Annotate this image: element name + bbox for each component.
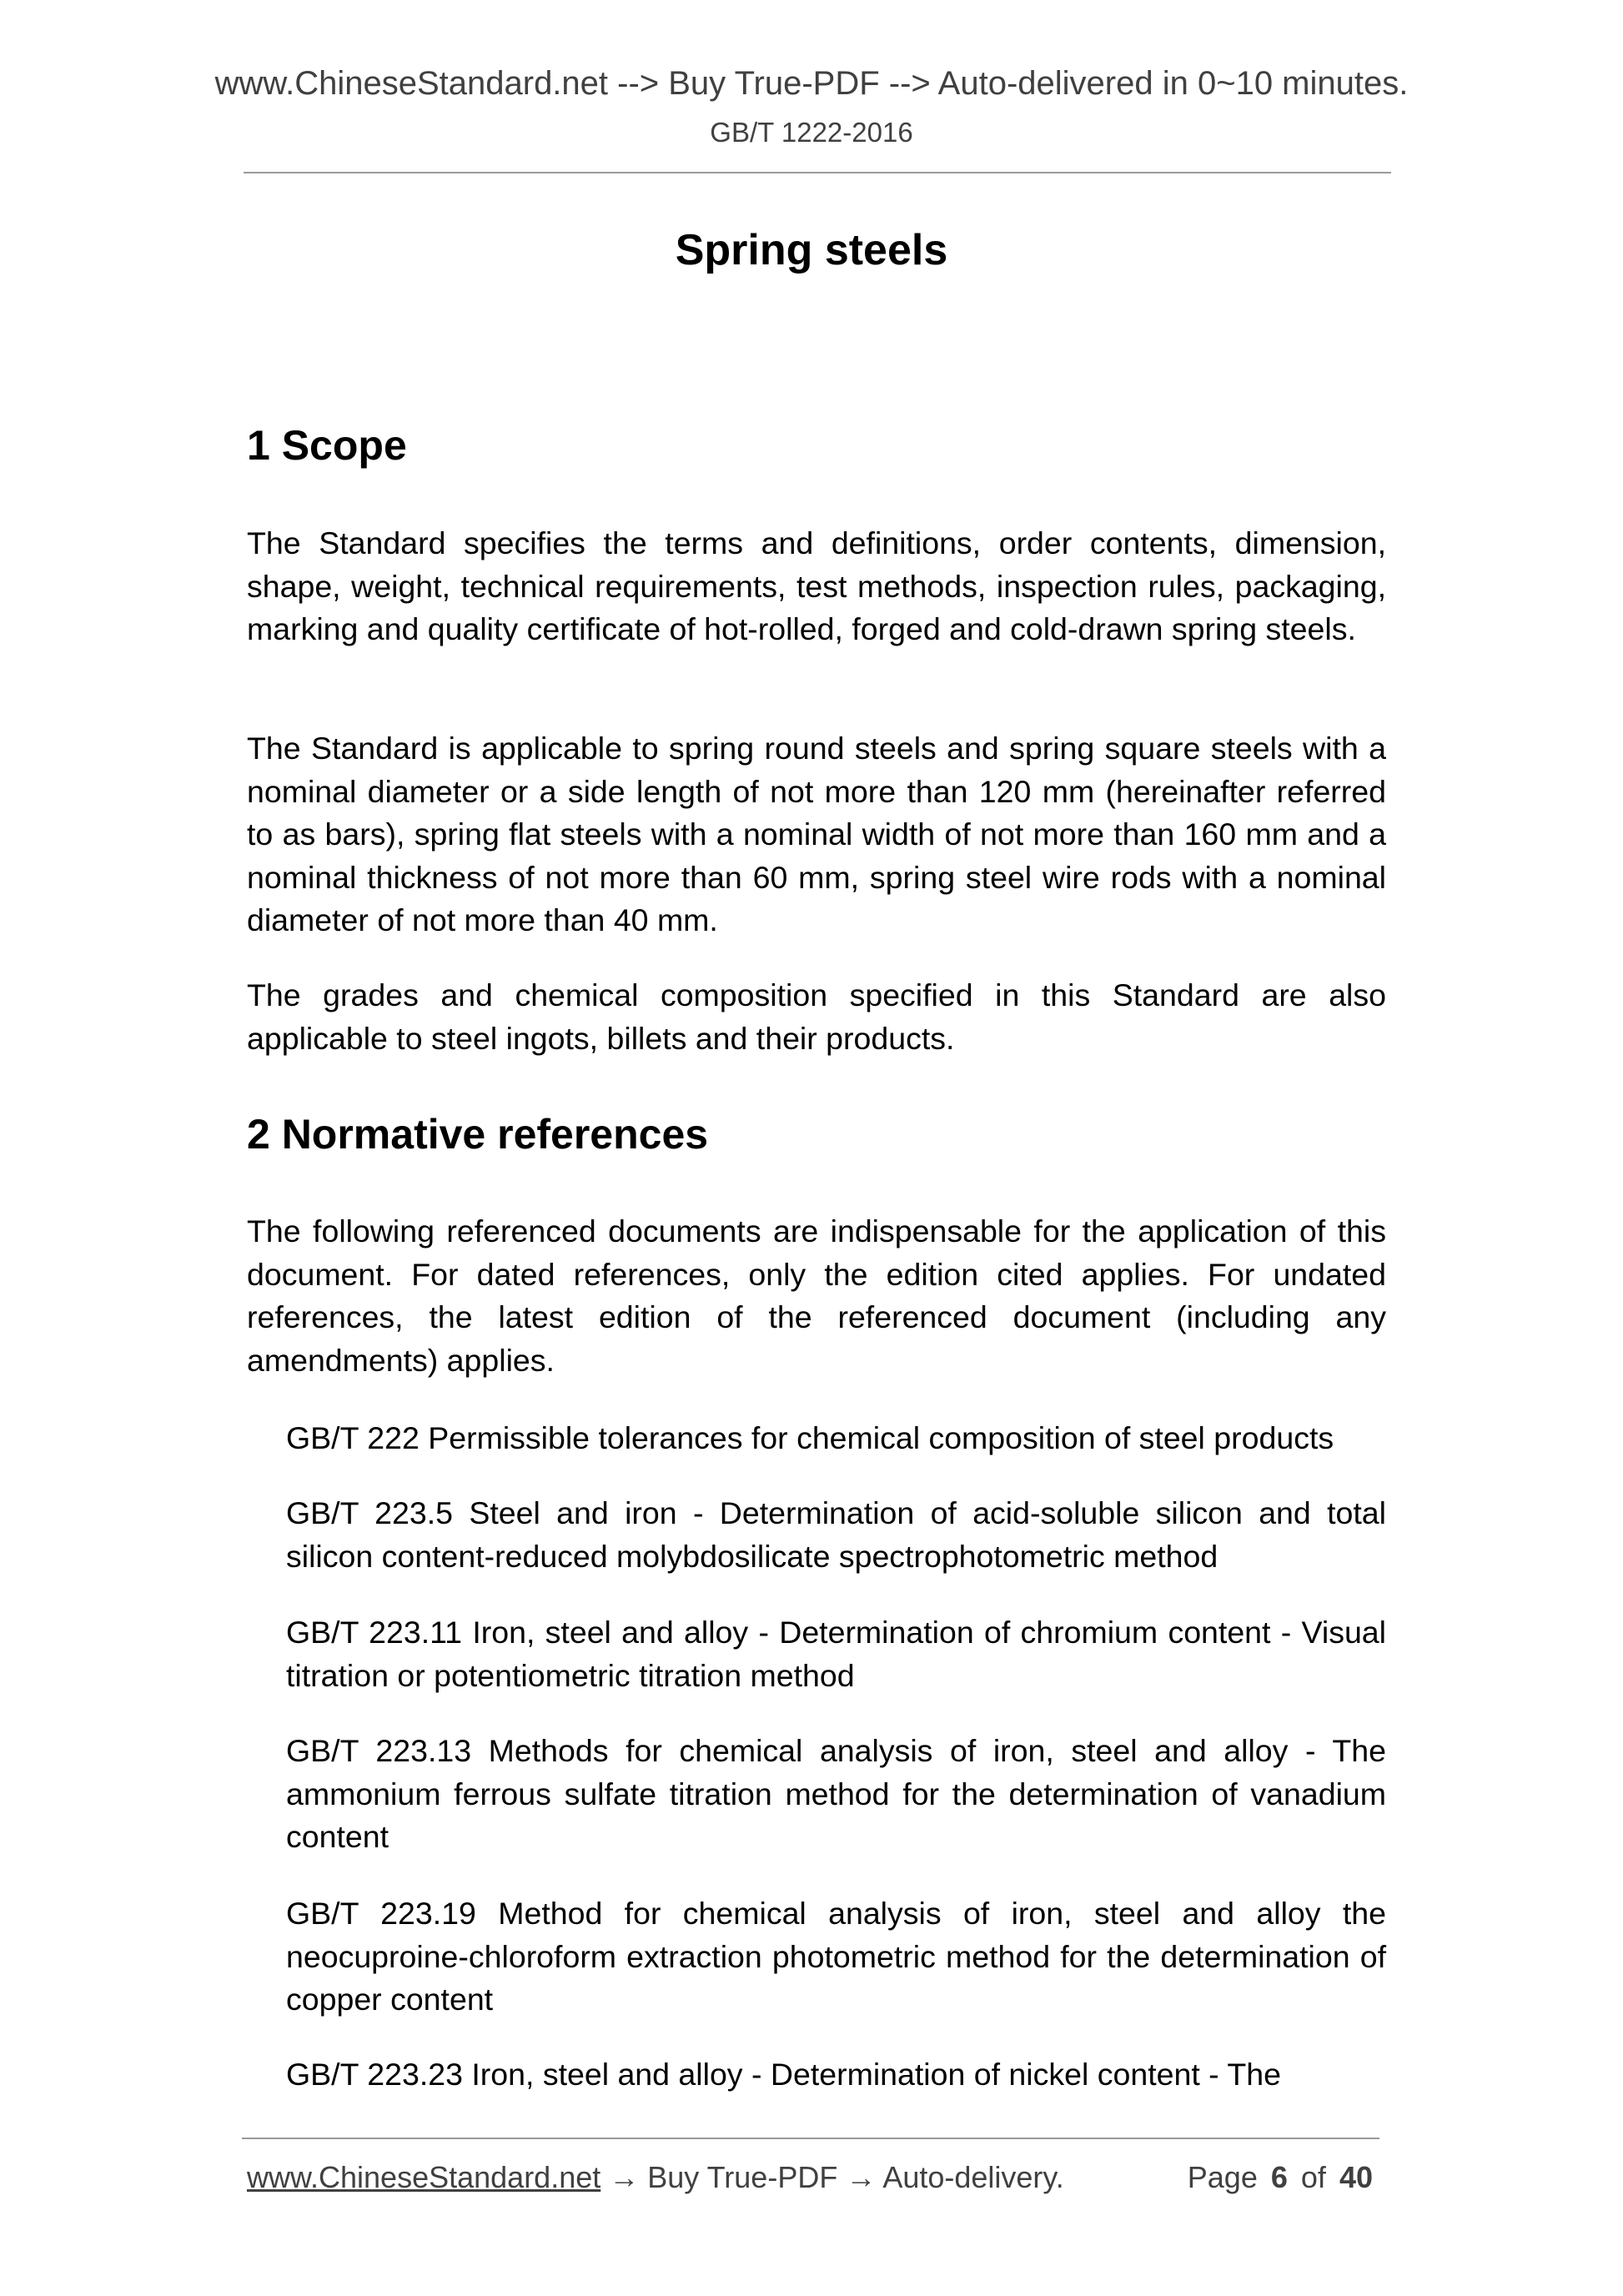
reference-item: GB/T 223.11 Iron, steel and alloy - Determination of chromium content - Visual titration or potentiometric titration method	[286, 1615, 1386, 1693]
section-heading-normative-references: 2 Normative references	[247, 1111, 709, 1158]
reference-item: GB/T 223.13 Methods for chemical analysis of iron, steel and alloy - The ammonium ferrous sulfate titration method for the determination of vanadium content	[286, 1733, 1386, 1854]
page-indicator	[1188, 2160, 1373, 2195]
scope-paragraph: The Standard specifies the terms and definitions, order contents, dimension, shape, weight, technical requirements, test methods, inspection rules, packaging, marking and quality certificate of hot-rolled, forged and cold-drawn spring steels.	[247, 525, 1386, 646]
reference-item: GB/T 223.23 Iron, steel and alloy - Determination of nickel content - The	[286, 2057, 1282, 2092]
standard-code: GB/T 1222-2016	[710, 117, 913, 148]
page-label: Page	[1187, 2160, 1258, 2194]
section-heading-scope: 1 Scope	[247, 422, 407, 469]
footer-site-link[interactable]: www.ChineseStandard.net	[247, 2160, 601, 2194]
references-intro: The following referenced documents are indispensable for the application of this document. For dated references, only the edition cited applies. For undated references, the latest edition of the referenced document (including any amendments) applies.	[247, 1213, 1386, 1378]
reference-item: GB/T 223.5 Steel and iron - Determination of acid-soluble silicon and total silicon content-reduced molybdosilicate spectrophotometric method	[286, 1495, 1386, 1574]
header-banner: www.ChineseStandard.net --> Buy True-PDF --> Auto-delivered in 0~10 minutes.	[214, 65, 1409, 102]
scope-paragraph: The grades and chemical composition specified in this Standard are also applicable to steel ingots, billets and their products.	[247, 977, 1386, 1056]
total-pages: 40	[1339, 2160, 1373, 2194]
document-title: Spring steels	[675, 226, 948, 274]
reference-item: GB/T 222 Permissible tolerances for chemical composition of steel products	[286, 1420, 1334, 1455]
reference-item: GB/T 223.19 Method for chemical analysis of iron, steel and alloy the neocuproine-chloroform extraction photometric method for the determination of copper content	[286, 1896, 1386, 2017]
footer-divider	[242, 2138, 1379, 2139]
scope-paragraph: The Standard is applicable to spring round steels and spring square steels with a nominal diameter or a side length of not more than 120 mm (hereinafter referred to as bars), spring flat steels with a nominal width of not more than 160 mm and a nominal thickness of not more than 60 mm, spring steel wire rods with a nominal diameter of not more than 40 mm.	[247, 731, 1386, 937]
footer-promo-text: → Buy True-PDF → Auto-delivery.	[600, 2160, 1064, 2194]
of-label: of	[1300, 2160, 1326, 2194]
page-number: 6	[1270, 2160, 1288, 2194]
footer-promo	[247, 2160, 1064, 2195]
header-divider	[244, 172, 1391, 173]
